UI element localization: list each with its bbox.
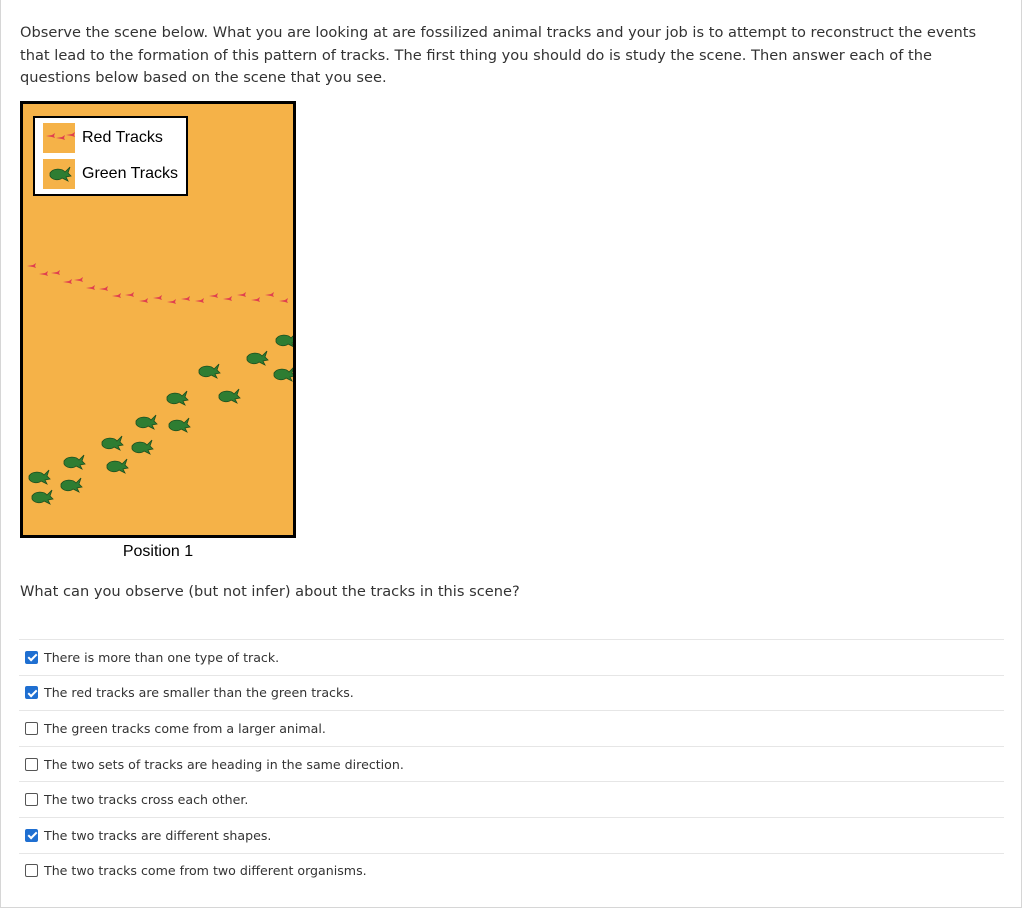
red-track-mark [99,286,108,291]
legend-green-row [43,159,178,189]
green-track-mark [64,455,85,469]
checkbox-unchecked-icon[interactable] [25,793,38,806]
red-track-mark [112,293,121,298]
red-track-mark [195,298,204,303]
answer-option-label: The two sets of tracks are heading in the same direction. [44,756,404,772]
legend [33,116,188,196]
green-track-mark [276,333,293,347]
answer-option-label: The two tracks come from two different organisms. [44,863,367,879]
legend-red-label: Red Tracks [82,129,163,146]
green-track-mark [107,459,128,473]
red-track-mark [139,298,148,303]
red-track-mark [39,271,48,276]
answer-option-label: The two tracks are different shapes. [44,827,272,843]
answer-option[interactable] [19,675,1004,711]
checkbox-checked-icon[interactable] [25,829,38,842]
green-track-mark [199,364,220,378]
red-track-mark [74,277,83,282]
green-track-mark [136,415,157,429]
legend-red-row [43,123,163,153]
green-track-mark [219,389,240,403]
red-track-mark [209,293,218,298]
green-track-mark [247,351,268,365]
red-track-mark [167,299,176,304]
answer-option-label: The two tracks cross each other. [44,792,249,808]
red-track-mark [223,296,232,301]
red-track-mark [265,292,274,297]
intro-text: Observe the scene below. What you are looking at are fossilized animal tracks and your job is to attempt to reconstruct the events that lead to the formation of this pattern of tracks. The first thing you should do is study the scene. Then answer each of the questions below based on the scene that you see. [20,24,977,86]
green-track-mark [167,391,188,405]
answer-option[interactable] [19,853,1004,889]
red-track-mark [237,292,246,297]
red-track-mark [86,285,95,290]
checkbox-unchecked-icon[interactable] [25,722,38,735]
answer-option[interactable] [19,781,1004,817]
question-text: What can you observe (but not infer) about the tracks in this scene? [20,583,520,600]
red-track-mark [251,297,260,302]
red-track-swatch-icon [43,123,75,153]
red-track-mark [181,296,190,301]
answer-option[interactable] [19,817,1004,853]
answer-option[interactable] [19,710,1004,746]
answer-option-label: The red tracks are smaller than the green tracks. [44,685,354,701]
legend-green-label: Green Tracks [82,165,179,182]
answer-options [19,639,1004,888]
answer-option[interactable] [19,639,1004,675]
checkbox-checked-icon[interactable] [25,686,38,699]
answer-option-label: The green tracks come from a larger animal. [44,720,326,736]
green-track-mark [61,478,82,492]
green-track-mark [169,418,190,432]
green-track-swatch-icon [43,159,75,189]
green-track-mark [274,367,293,381]
red-track-mark [27,263,36,268]
red-track-mark [51,270,60,275]
green-track-mark [32,490,53,504]
checkbox-unchecked-icon[interactable] [25,864,38,877]
green-track-mark [132,440,153,454]
red-track-mark [63,279,72,284]
checkbox-unchecked-icon[interactable] [25,758,38,771]
figure-caption: Position 1 [122,543,194,560]
green-track-mark [29,470,50,484]
red-track-mark [125,292,134,297]
red-tracks-trail [27,263,288,304]
green-track-mark [102,436,123,450]
answer-option[interactable] [19,746,1004,782]
red-track-mark [153,295,162,300]
green-tracks-trail [29,333,293,504]
answer-option-label: There is more than one type of track. [44,649,280,665]
red-track-mark [279,298,288,303]
checkbox-checked-icon[interactable] [25,651,38,664]
track-scene [20,101,296,538]
